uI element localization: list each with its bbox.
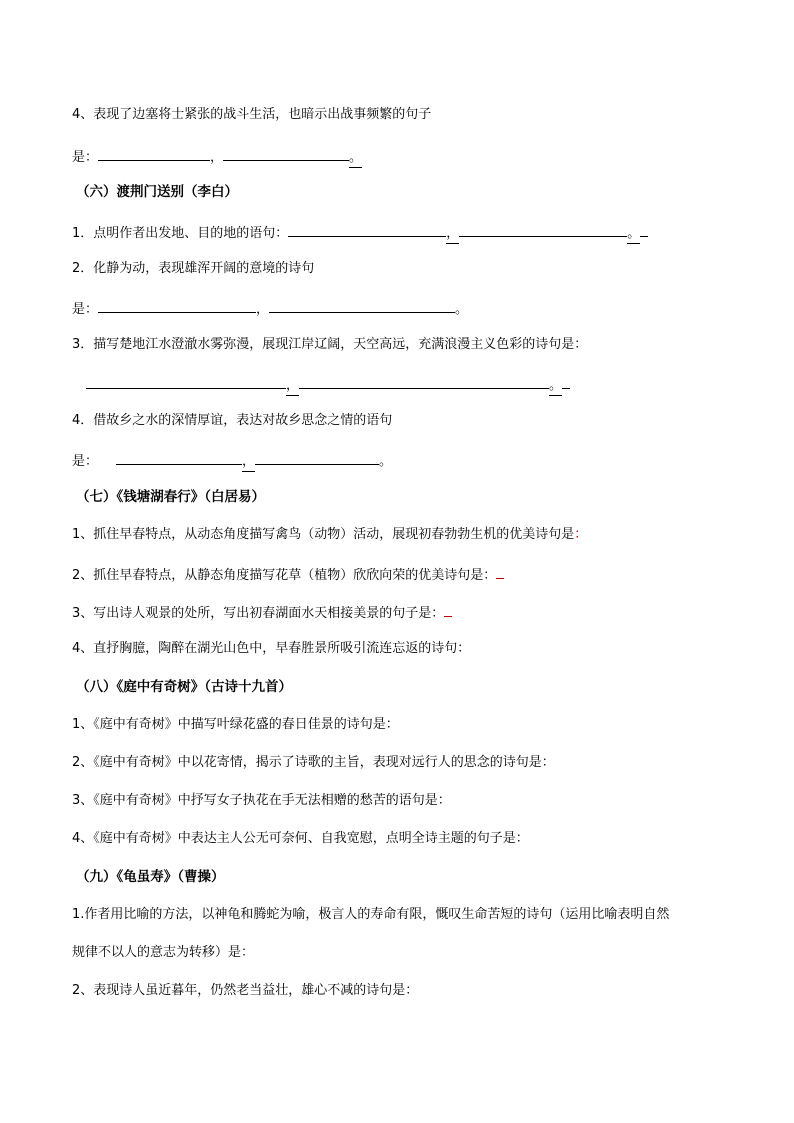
question-text: 1．点明作者出发地、目的地的语句： bbox=[72, 226, 289, 241]
trailing-rule bbox=[562, 374, 570, 389]
question-text: 2、《庭中有奇树》中以花寄情，揭示了诗歌的主旨，表现对远行人的思念的诗句是： bbox=[72, 755, 555, 770]
answer-blank-red[interactable] bbox=[444, 602, 452, 617]
answer-blank-1[interactable] bbox=[288, 222, 446, 237]
separator: ， bbox=[446, 225, 459, 244]
question-8-1 bbox=[72, 716, 399, 736]
question-8-4 bbox=[72, 830, 529, 850]
answer-blank-2[interactable] bbox=[269, 298, 455, 313]
section-9-heading bbox=[76, 868, 225, 888]
end-mark: 。 bbox=[455, 302, 469, 317]
answer-blank-1[interactable] bbox=[98, 146, 210, 161]
question-6-2 bbox=[72, 260, 314, 280]
question-8-3 bbox=[72, 792, 451, 812]
question-7-1 bbox=[72, 526, 587, 546]
answer-blank-1[interactable] bbox=[116, 450, 242, 465]
trailing-rule bbox=[640, 222, 648, 237]
answer-prefix: 是： bbox=[72, 302, 99, 317]
question-6-3 bbox=[72, 336, 587, 356]
answer-blank-1[interactable] bbox=[98, 298, 256, 313]
question-9-2 bbox=[72, 982, 418, 1002]
separator: ， bbox=[256, 302, 270, 317]
question-text: 2．化静为动，表现雄浑开阔的意境的诗句 bbox=[72, 261, 315, 276]
red-colon: ： bbox=[574, 527, 588, 542]
question-text: 4、表现了边塞将士紧张的战斗生活，也暗示出战事频繁的句子 bbox=[72, 107, 432, 122]
end-mark: 。 bbox=[627, 225, 640, 244]
answer-line-6-2 bbox=[72, 298, 468, 318]
question-7-4 bbox=[72, 640, 470, 660]
question-7-2 bbox=[72, 564, 504, 584]
end-mark: 。 bbox=[349, 149, 362, 168]
answer-blank-2[interactable] bbox=[255, 450, 379, 465]
question-text: 3、《庭中有奇树》中抒写女子执花在手无法相赠的愁苦的语句是： bbox=[72, 793, 451, 808]
question-text: 1、抓住早春特点，从动态角度描写禽鸟（动物）活动，展现初春勃勃生机的优美诗句是 bbox=[72, 527, 575, 542]
question-4 bbox=[72, 106, 431, 126]
section-6-heading bbox=[76, 183, 238, 203]
question-8-2 bbox=[72, 754, 555, 774]
question-9-1 bbox=[72, 906, 669, 926]
end-mark: 。 bbox=[549, 377, 562, 396]
question-text: 4、《庭中有奇树》中表达主人公无可奈何、自我宽慰，点明全诗主题的句子是： bbox=[72, 831, 529, 846]
question-text: 4、直抒胸臆，陶醉在湖光山色中，早春胜景所吸引流连忘返的诗句： bbox=[72, 641, 471, 656]
answer-blank-2[interactable] bbox=[299, 374, 549, 389]
end-mark: 。 bbox=[379, 454, 393, 469]
question-text: 1、《庭中有奇树》中描写叶绿花盛的春日佳景的诗句是： bbox=[72, 717, 399, 732]
separator: ， bbox=[242, 453, 255, 472]
section-7-heading bbox=[76, 488, 265, 508]
question-7-3 bbox=[72, 602, 452, 622]
separator: ， bbox=[210, 150, 224, 165]
question-6-1 bbox=[72, 222, 648, 242]
question-text: 4．借故乡之水的深情厚谊，表达对故乡思念之情的语句 bbox=[72, 413, 393, 428]
question-9-1-continued bbox=[72, 944, 254, 964]
section-8-heading bbox=[76, 678, 292, 698]
section-title: （九）《龟虽寿》（曹操） bbox=[76, 869, 225, 885]
question-6-4 bbox=[72, 412, 392, 432]
question-text: 3．描写楚地江水澄澈水雾弥漫，展现江岸辽阔，天空高远，充满浪漫主义色彩的诗句是： bbox=[72, 337, 588, 352]
separator: ， bbox=[286, 377, 299, 396]
section-title: （八）《庭中有奇树》（古诗十九首） bbox=[76, 679, 292, 695]
section-title: （七）《钱塘湖春行》（白居易） bbox=[76, 489, 265, 505]
answer-line-6-3 bbox=[86, 374, 570, 394]
answer-prefix: 是： bbox=[72, 150, 99, 165]
question-text: 3、写出诗人观景的处所，写出初春湖面水天相接美景的句子是： bbox=[72, 606, 445, 621]
question-text: 规律不以人的意志为转移）是： bbox=[72, 945, 255, 960]
question-text: 2、表现诗人虽近暮年，仍然老当益壮，雄心不减的诗句是： bbox=[72, 983, 419, 998]
question-text: 2、抓住早春特点，从静态角度描写花草（植物）欣欣向荣的优美诗句是： bbox=[72, 568, 497, 583]
answer-line-4 bbox=[72, 146, 362, 166]
answer-blank-2[interactable] bbox=[223, 146, 349, 161]
answer-line-6-4 bbox=[72, 450, 392, 470]
question-text: 1.作者用比喻的方法，以神龟和腾蛇为喻，极言人的寿命有限，慨叹生命苦短的诗句（运用比喻表明自然 bbox=[72, 907, 670, 922]
answer-prefix: 是： bbox=[72, 454, 99, 469]
section-title: （六）渡荆门送别（李白） bbox=[76, 184, 238, 200]
answer-blank-1[interactable] bbox=[86, 374, 286, 389]
answer-blank-red[interactable] bbox=[496, 564, 504, 579]
answer-blank-2[interactable] bbox=[459, 222, 627, 237]
